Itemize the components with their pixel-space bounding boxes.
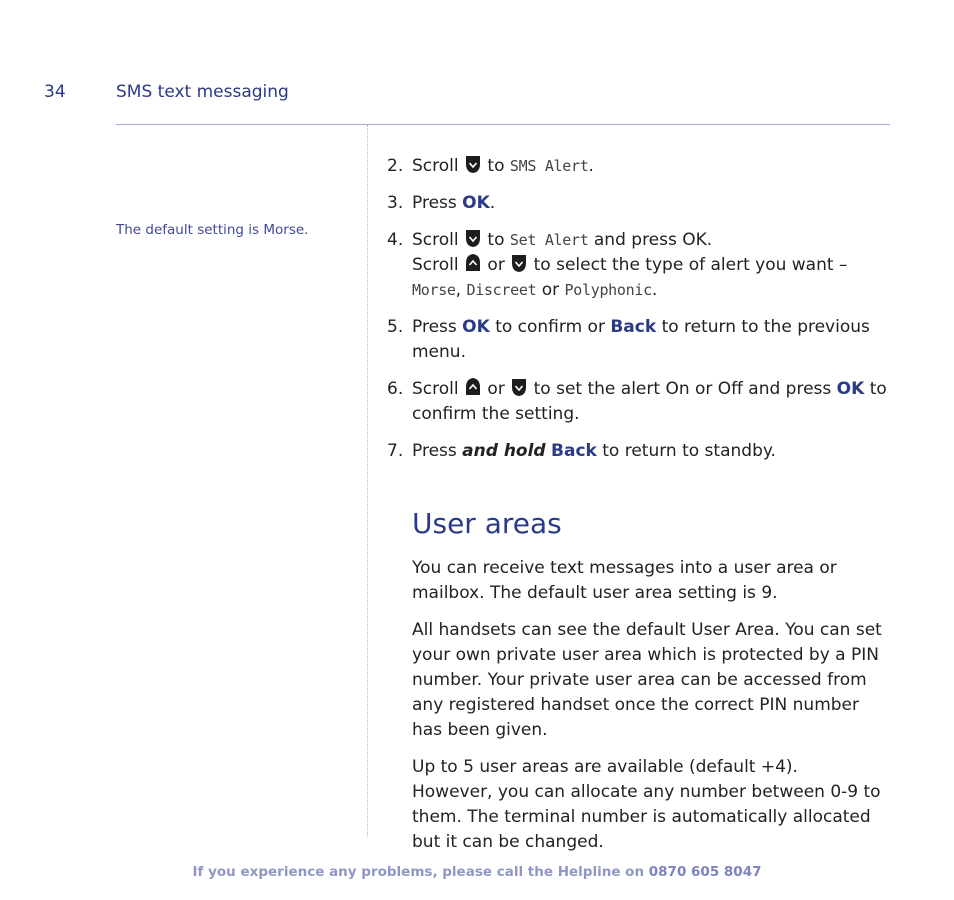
ok-key-label: OK [462,317,490,337]
section-title: SMS text messaging [116,82,289,102]
step-item [387,315,892,365]
scroll-down-icon [465,154,481,174]
scroll-down-icon [511,253,527,273]
step-text: Press OK to confirm or Back to return to the previous menu. [412,317,870,362]
scroll-down-icon [511,377,527,397]
step-item [387,154,892,179]
scroll-down-icon [465,228,481,248]
step-item [387,191,892,216]
section-heading: User areas [412,507,562,540]
paragraph: Up to 5 user areas are available (default +4). However, you can allocate any number between 0-9 to them. The terminal number is automatically allocated but it can be changed. [412,757,881,852]
paragraph: All handsets can see the default User Area. You can set your own private user area which is protected by a PIN number. Your private user area can be accessed from any registered handset once the correct PIN number has been given. [412,620,882,740]
scroll-up-icon [465,253,481,273]
paragraph: You can receive text messages into a user area or mailbox. The default user area setting is 9. [412,558,837,603]
ok-key-label: OK [462,193,490,213]
scroll-up-icon [465,377,481,397]
instruction-steps [387,154,892,476]
step-text: Press and hold Back to return to standby. [412,441,776,461]
lcd-text: Morse [412,281,456,299]
lcd-text: Discreet [466,281,537,299]
step-number: 6. [387,379,404,399]
helpline-number: 0870 605 8047 [648,864,762,880]
header-divider [116,124,890,125]
lcd-text: Polyphonic [564,281,652,299]
back-key-label: Back [610,317,657,337]
user-areas-section [412,506,882,867]
step-number: 7. [387,441,404,461]
step-number: 5. [387,317,404,337]
step-text: Press OK. [412,193,496,213]
step-number: 2. [387,156,404,176]
lcd-text: Set Alert [509,231,589,249]
lcd-text: SMS Alert [509,157,589,175]
step-number: 4. [387,230,404,250]
emphasis-text: and hold [462,441,546,461]
footer-text: If you experience any problems, please call the Helpline on [192,864,645,880]
side-note: The default setting is Morse. [116,222,309,238]
back-key-label: Back [551,441,597,461]
step-text: Scroll to Set Alert and press OK. Scroll or to select the type of alert you want – Morse, Discreet or Polyphonic. [412,230,848,300]
page-number: 34 [44,82,66,102]
step-item [387,228,892,303]
step-text: Scroll to SMS Alert. [412,156,594,176]
ok-key-label: OK [836,379,865,399]
column-divider [367,125,368,837]
step-item [387,377,892,427]
helpline-footer [0,864,954,880]
step-text: Scroll or to set the alert On or Off and press OK to confirm the setting. [412,379,887,424]
step-item [387,439,892,464]
step-number: 3. [387,193,404,213]
